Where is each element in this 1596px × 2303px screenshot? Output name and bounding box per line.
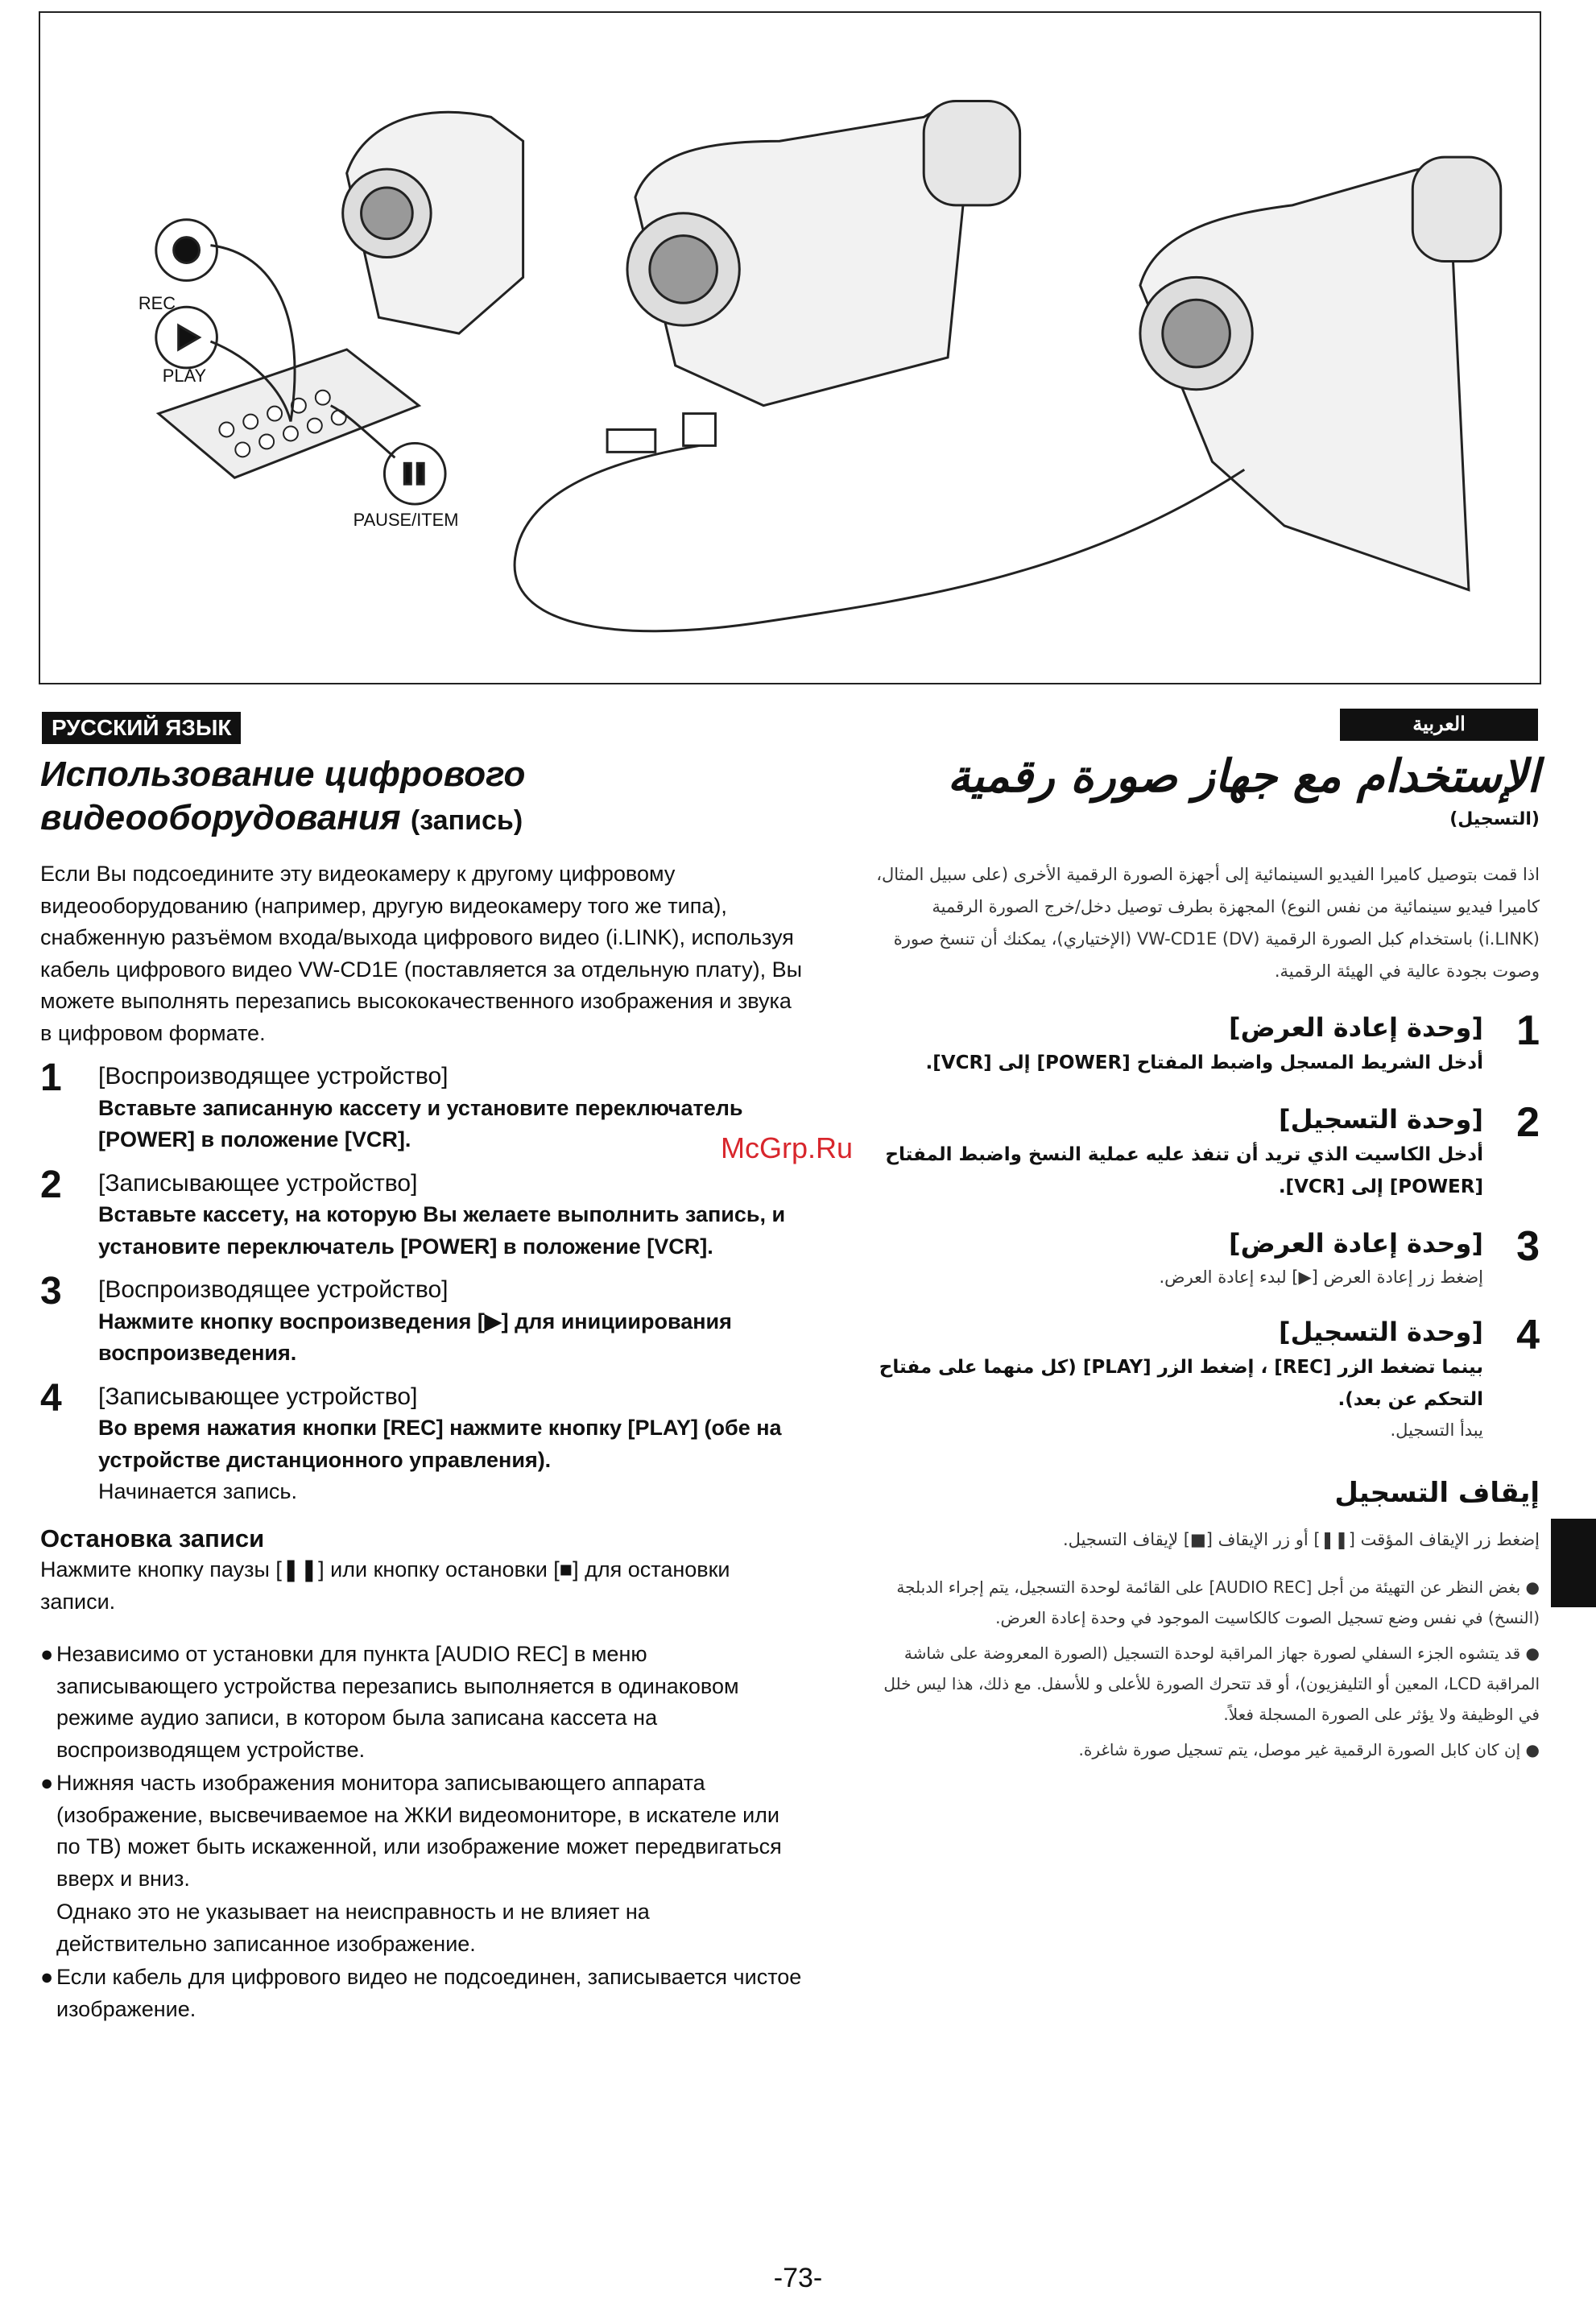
russian-step <box>40 1270 805 1370</box>
step-heading: [وحدة إعادة العرض] <box>1228 1012 1483 1043</box>
step-number: 1 <box>40 1056 62 1099</box>
illustration-frame <box>39 11 1541 684</box>
camcorder-illustration <box>40 13 1540 683</box>
section-edge-tab <box>1551 1519 1596 1607</box>
russian-step <box>40 1163 805 1263</box>
russian-note: ● Независимо от установки для пункта [AUDIO REC] в меню записывающего устройства перезапись выполняется в одинаковом режиме аудио записи, в котором была записана кассета на воспроизводящем устройстве. <box>40 1639 805 1766</box>
russian-note: ● Если кабель для цифрового видео не подсоединен, записывается чистое изображение. <box>40 1962 805 2025</box>
arabic-subtitle: (التسجيل) <box>1449 809 1540 829</box>
arabic-title: الإستخدام مع جهاز صورة رقمية <box>947 750 1540 803</box>
step-extra: يبدأ التسجيل. <box>1390 1420 1483 1440</box>
note-text: Однако это не указывает на неисправность и не влияет на действительно записанное изображение. <box>56 1900 650 1956</box>
russian-note-continued <box>40 1896 805 1960</box>
step-heading: [وحدة التسجيل] <box>1278 1317 1483 1347</box>
rec-label: REC <box>138 293 176 314</box>
step-extra: Начинается запись. <box>98 1479 297 1503</box>
russian-title-main: Использование цифрового видеооборудования <box>40 755 526 837</box>
step-text: أدخل الشريط المسجل واضبط المفتاح [POWER] إلى [VCR]. <box>925 1052 1483 1073</box>
step-number: 1 <box>1516 1007 1540 1054</box>
arabic-stop-title: إيقاف التسجيل <box>1334 1477 1540 1509</box>
step-number: 3 <box>40 1270 62 1313</box>
arabic-step <box>870 1008 1540 1079</box>
step-text: بينما تضغط الزر [REC] ، إضغط الزر [PLAY] (كل منهما على مفتاح التحكم عن بعد). <box>879 1357 1483 1410</box>
note-text: قد يتشوه الجزء السفلي لصورة جهاز المراقبة لوحدة التسجيل (الصورة المعروضة على شاشة المراقبة LCD، المعين أو التليفزيون)، أو قد تتحرك الصورة للأعلى و للأسفل. مع ذلك، هذا ليس خلل في الوظيفة ولا يؤثر على الصورة المسجلة فعلاً. <box>883 1644 1540 1724</box>
russian-language-tag: РУССКИЙ ЯЗЫК <box>42 712 241 744</box>
step-number: 2 <box>40 1163 62 1206</box>
pause-label: PAUSE/ITEM <box>353 509 459 530</box>
russian-section <box>40 753 805 2025</box>
step-heading: [Воспроизводящее устройство] <box>98 1063 449 1089</box>
arabic-step <box>870 1313 1540 1445</box>
step-text: أدخل الكاسيت الذي تريد أن تنفذ عليه عملية النسخ واضبط المفتاح [POWER] إلى [VCR]. <box>885 1144 1483 1197</box>
note-text: Если кабель для цифрового видео не подсоединен, записывается чистое изображение. <box>56 1965 802 2021</box>
russian-title <box>40 753 805 842</box>
arabic-step <box>870 1100 1540 1203</box>
step-number: 4 <box>1516 1312 1540 1358</box>
russian-note: ● Нижняя часть изображения монитора записывающего аппарата (изображение, высвечиваемое на ЖКИ видеомониторе, в искателе или по ТВ) может быть искаженной, или изображение может передвигаться вверх и вниз. <box>40 1768 805 1895</box>
step-text: إضغط زر إعادة العرض [▶] لبدء إعادة العرض. <box>1159 1267 1483 1287</box>
arabic-stop-text: إضغط زر الإيقاف المؤقت [❚❚] أو زر الإيقاف [■] لإيقاف التسجيل. <box>1063 1530 1540 1549</box>
step-heading: [Воспроизводящее устройство] <box>98 1276 449 1303</box>
step-number: 2 <box>1516 1099 1540 1146</box>
step-number: 4 <box>40 1376 62 1420</box>
watermark-text: McGrp.Ru <box>721 1131 854 1164</box>
step-heading: [وحدة التسجيل] <box>1278 1104 1483 1135</box>
arabic-step <box>870 1224 1540 1292</box>
step-text: Во время нажатия кнопки [REC] нажмите кнопку [PLAY] (обе на устройстве дистанционного управления). <box>98 1416 782 1472</box>
step-heading: [Записывающее устройство] <box>98 1383 418 1410</box>
arabic-language-tag: العربية <box>1340 709 1538 741</box>
russian-intro: Если Вы подсоедините эту видеокамеру к другому цифровому видеооборудованию (например, другую видеокамеру того же типа), снабженную разъёмом входа/выхода цифрового видео (i.LINK), используя кабель цифрового видео VW-CD1E (поставляется за отдельную плату), Вы можете выполнять перезапись высококачественного изображения и звука в цифровом формате. <box>40 862 803 1045</box>
russian-stop-text: Нажмите кнопку паузы [❚❚] или кнопку остановки [■] для остановки записи. <box>40 1557 730 1614</box>
step-number: 3 <box>1516 1223 1540 1270</box>
note-text: Независимо от установки для пункта [AUDIO REC] в меню записывающего устройства перезапись выполняется в одинаковом режиме аудио записи, в котором была записана кассета на воспроизводящем устройстве. <box>56 1642 739 1762</box>
arabic-note: ● بغض النظر عن التهيئة من أجل [AUDIO REC] على القائمة لوحدة التسجيل، يتم إجراء الدبلجة (النسخ) في نفس وضع تسجيل الصوت كالكاسيت الموجود في وحدة إعادة العرض. <box>896 1577 1540 1627</box>
step-text: Вставьте кассету, на которую Вы желаете выполнить запись, и установите переключатель [POWER] в положение [VCR]. <box>98 1202 786 1259</box>
russian-stop-title: Остановка записи <box>40 1524 265 1553</box>
russian-step <box>40 1376 805 1508</box>
step-text: Вставьте записанную кассету и установите переключатель [POWER] в положение [VCR]. <box>98 1095 743 1152</box>
russian-title-sub: (запись) <box>410 805 523 836</box>
arabic-section <box>870 745 1540 1765</box>
step-heading: [وحدة إعادة العرض] <box>1228 1228 1483 1259</box>
page-number: -73- <box>773 2263 823 2293</box>
arabic-note: ● إن كان كابل الصورة الرقمية غير موصل، يتم تسجيل صورة شاغرة. <box>1078 1740 1540 1759</box>
note-text: بغض النظر عن التهيئة من أجل [AUDIO REC] على القائمة لوحدة التسجيل، يتم إجراء الدبلجة (النسخ) في نفس وضع تسجيل الصوت كالكاسيت الموجود في وحدة إعادة العرض. <box>896 1577 1540 1627</box>
note-text: Нижняя часть изображения монитора записывающего аппарата (изображение, высвечиваемое на ЖКИ видеомониторе, в искателе или по ТВ) может быть искаженной, или изображение может передвигаться вверх и вниз. <box>56 1771 782 1891</box>
play-label: PLAY <box>162 365 207 386</box>
arabic-note: ● قد يتشوه الجزء السفلي لصورة جهاز المراقبة لوحدة التسجيل (الصورة المعروضة على شاشة المراقبة LCD، المعين أو التليفزيون)، أو قد تتحرك الصورة للأعلى و للأسفل. مع ذلك، هذا ليس خلل في الوظيفة ولا يؤثر على الصورة المسجلة فعلاً. <box>883 1644 1540 1724</box>
step-text: Нажмите кнопку воспроизведения [▶] для инициирования воспроизведения. <box>98 1309 732 1365</box>
step-heading: [Записывающее устройство] <box>98 1169 418 1197</box>
arabic-intro: اذا قمت بتوصيل كاميرا الفيديو السينمائية إلى أجهزة الصورة الرقمية الأخرى (على سبيل المثال، كاميرا فيديو سينمائية من نفس النوع) المجهزة بطرف توصيل دخل/خرج الصورة الرقمية (i.LINK) باستخدام كبل الصورة الرقمية (DV) VW-CD1E (الإختياري)، يمكنك أن تنسخ صورة وصوت بجودة عالية في الهيئة الرقمية. <box>876 865 1540 981</box>
note-text: إن كان كابل الصورة الرقمية غير موصل، يتم تسجيل صورة شاغرة. <box>1078 1740 1521 1759</box>
russian-step <box>40 1056 805 1156</box>
